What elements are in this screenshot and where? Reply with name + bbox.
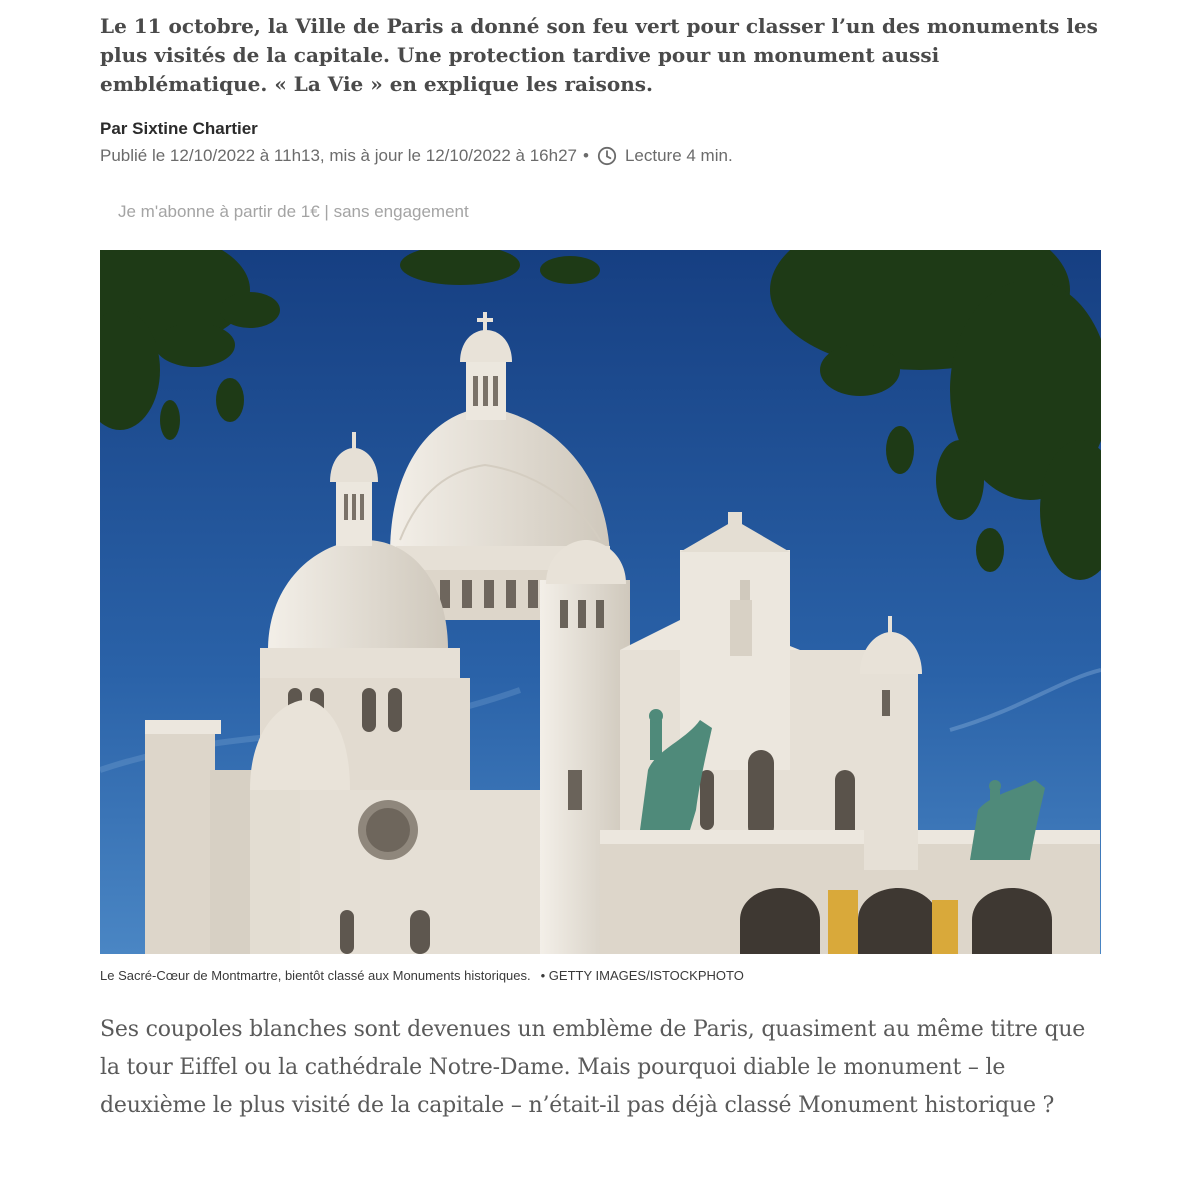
- article-chapo: Le 11 octobre, la Ville de Paris a donné son feu vert pour classer l’un des monuments les plus visités de la capitale. Une protection tardive pour un monument aussi emblématique. « La Vie » en explique les raisons.: [100, 14, 1098, 96]
- meta-separator: •: [583, 146, 589, 165]
- author-name[interactable]: Par Sixtine Chartier: [100, 119, 258, 138]
- publication-date: Publié le 12/10/2022 à 11h13, mis à jour le 12/10/2022 à 16h27: [100, 146, 577, 165]
- caption-text: Le Sacré-Cœur de Montmartre, bientôt classé aux Monuments historiques.: [100, 968, 531, 983]
- reading-time: Lecture 4 min.: [624, 146, 733, 165]
- article-meta: [100, 146, 733, 166]
- photo-sacre-coeur: [100, 250, 1101, 954]
- article-paragraph: Ses coupoles blanches sont devenues un emblème de Paris, quasiment au même titre que la tour Eiffel ou la cathédrale Notre-Dame. Mais pourquoi diable le monument – le deuxième le plus visité de la capitale – n’était-il pas déjà classé Monument historique ?: [100, 1017, 1086, 1118]
- subscribe-link[interactable]: Je m'abonne à partir de 1€ | sans engagement: [118, 202, 469, 221]
- photo-caption: [100, 968, 744, 983]
- photo-credit: • GETTY IMAGES/ISTOCKPHOTO: [540, 968, 744, 983]
- clock-icon: [597, 146, 617, 166]
